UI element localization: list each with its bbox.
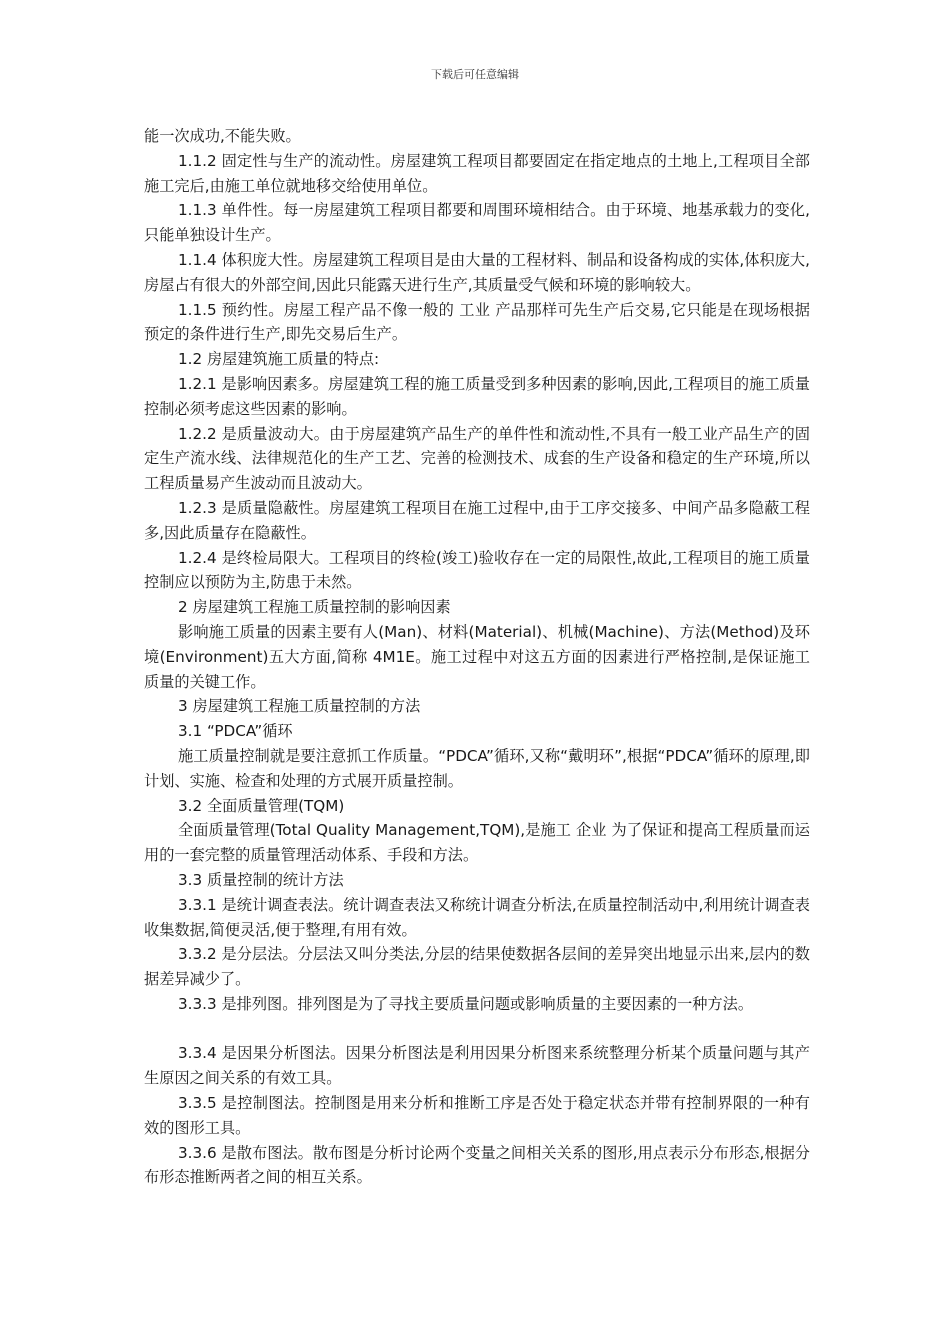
paragraph: 1.2.2 是质量波动大。由于房屋建筑产品生产的单件性和流动性,不具有一般工业产品生产的固定生产流水线、法律规范化的生产工艺、完善的检测技术、成套的生产设备和稳定的生产环境,所以工程质量易产生波动而且波动大。 xyxy=(144,424,810,493)
paragraph: 1.1.4 体积庞大性。房屋建筑工程项目是由大量的工程材料、制品和设备构成的实体,体积庞大,房屋占有很大的外部空间,因此只能露天进行生产,其质量受气候和环境的影响较大。 xyxy=(144,250,810,294)
section-heading: 3.3 质量控制的统计方法 xyxy=(178,870,344,889)
paragraph: 1.1.3 单件性。每一房屋建筑工程项目都要和周围环境相结合。由于环境、地基承载力的变化,只能单独设计生产。 xyxy=(144,201,810,245)
paragraph: 1.1.5 预约性。房屋工程产品不像一般的 工业 产品那样可先生产后交易,它只能是在现场根据预定的条件进行生产,即先交易后生产。 xyxy=(144,300,810,344)
section-heading: 1.2 房屋建筑施工质量的特点: xyxy=(178,350,380,369)
paragraph: 3.3.5 是控制图法。控制图是用来分析和推断工序是否处于稳定状态并带有控制界限的一种有效的图形工具。 xyxy=(144,1094,810,1137)
paragraph: 影响施工质量的因素主要有人(Man)、材料(Material)、机械(Machine)、方法(Method)及环境(Environment)五大方面,简称 4M1E。施工过程中对这五方面的因素进行严格控制,是保证施工质量的关键工作。 xyxy=(144,622,810,691)
section-heading: 2 房屋建筑工程施工质量控制的影响因素 xyxy=(178,598,451,617)
paragraph: 施工质量控制就是要注意抓工作质量。“PDCA”循环,又称“戴明环”,根据“PDCA”循环的原理,即计划、实施、检查和处理的方式展开质量控制。 xyxy=(144,746,810,790)
paragraph: 3.3.3 是排列图。排列图是为了寻找主要质量问题或影响质量的主要因素的一种方法。 xyxy=(178,994,754,1013)
paragraph: 3.3.6 是散布图法。散布图是分析讨论两个变量之间相关关系的图形,用点表示分布形态,根据分布形态推断两者之间的相互关系。 xyxy=(144,1143,810,1187)
section-heading: 3 房屋建筑工程施工质量控制的方法 xyxy=(178,697,421,716)
paragraph: 1.2.3 是质量隐蔽性。房屋建筑工程项目在施工过程中,由于工序交接多、中间产品多隐蔽工程多,因此质量存在隐蔽性。 xyxy=(144,498,810,542)
page-header: 下载后可任意编辑 xyxy=(431,68,519,81)
blank-line xyxy=(144,1017,810,1042)
paragraph: 3.3.1 是统计调查表法。统计调查表法又称统计调查分析法,在质量控制活动中,利用统计调查表收集数据,简便灵活,便于整理,有用有效。 xyxy=(144,895,810,939)
paragraph: 1.2.1 是影响因素多。房屋建筑工程的施工质量受到多种因素的影响,因此,工程项目的施工质量控制必须考虑这些因素的影响。 xyxy=(144,374,810,418)
document-body xyxy=(144,124,810,1190)
paragraph: 1.1.2 固定性与生产的流动性。房屋建筑工程项目都要固定在指定地点的土地上,工程项目全部施工完后,由施工单位就地移交给使用单位。 xyxy=(144,151,810,195)
paragraph: 全面质量管理(Total Quality Management,TQM),是施工 企业 为了保证和提高工程质量而运用的一套完整的质量管理活动体系、手段和方法。 xyxy=(144,821,810,865)
section-heading: 3.1 “PDCA”循环 xyxy=(178,722,293,741)
section-heading: 3.2 全面质量管理(TQM) xyxy=(178,796,345,815)
paragraph: 能一次成功,不能失败。 xyxy=(144,127,301,145)
paragraph: 1.2.4 是终检局限大。工程项目的终检(竣工)验收存在一定的局限性,故此,工程项目的施工质量控制应以预防为主,防患于未然。 xyxy=(144,548,810,592)
paragraph: 3.3.2 是分层法。分层法又叫分类法,分层的结果使数据各层间的差异突出地显示出来,层内的数据差异减少了。 xyxy=(144,945,810,989)
paragraph: 3.3.4 是因果分析图法。因果分析图法是利用因果分析图来系统整理分析某个质量问题与其产生原因之间关系的有效工具。 xyxy=(144,1044,810,1088)
